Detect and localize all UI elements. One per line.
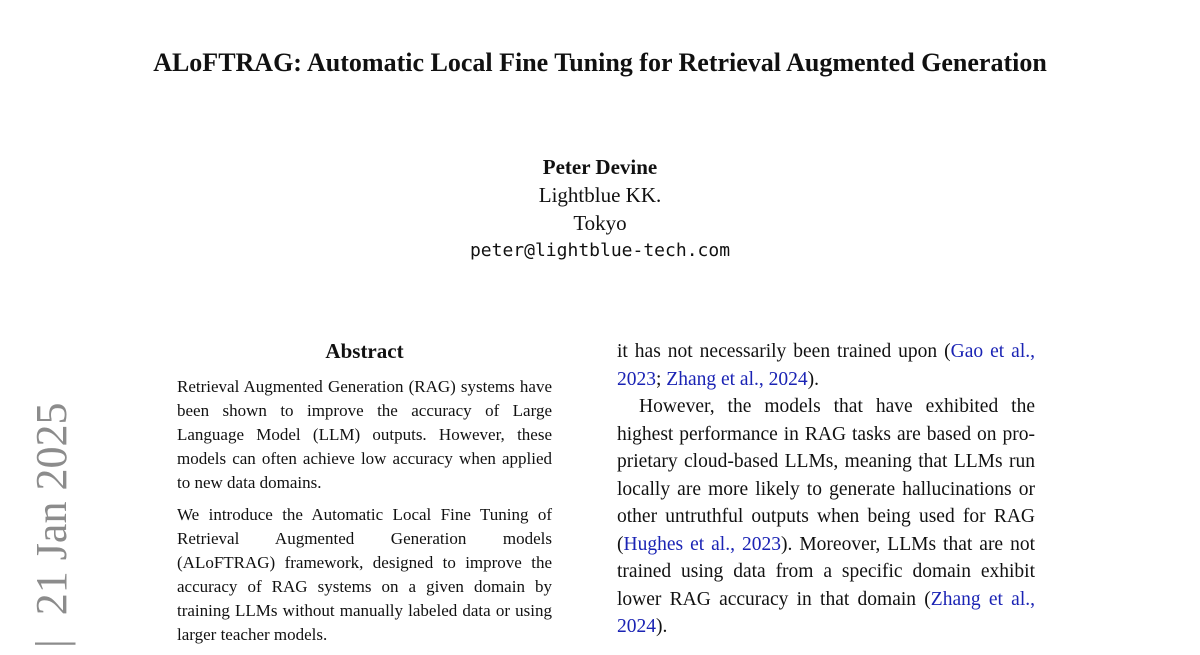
- body-text: it has not necessarily been trained upon (: [617, 341, 951, 362]
- body-text: ). Moreover, LLMs that are not trained using data from a specific domain exhibit lower RAG accuracy in that domain (: [617, 533, 1036, 610]
- author-name: Peter Devine: [542, 155, 658, 179]
- body-text: ).: [656, 616, 668, 637]
- sidebar-divider: |: [27, 639, 76, 648]
- body-paragraph-2: [617, 393, 1035, 641]
- abstract-paragraph-2: We introduce the Automatic Local Fine Tuning of Retrieval Augmented Generation models (ALoFTRAG) framework, designed to improve the accuracy of RAG systems on a given domain by training LLMs without manually labeled data or using larger teacher models.: [177, 505, 552, 644]
- citation-link[interactable]: Gao et al., 2023: [617, 341, 1035, 390]
- citation-link[interactable]: Zhang et al., 2024: [666, 368, 808, 390]
- sidebar-date: 21 Jan 2025: [27, 402, 76, 616]
- author-email: peter@lightblue-tech.com: [469, 240, 731, 261]
- author-location: Tokyo: [573, 211, 627, 235]
- citation-link[interactable]: Zhang et al., 2024: [617, 588, 1036, 637]
- abstract-paragraph-1: Retrieval Augmented Generation (RAG) systems have been shown to improve the accuracy of Large Language Model (LLM) outputs. However, these models can often achieve low accuracy when applied to new data domains.: [177, 377, 552, 492]
- author-affiliation: Lightblue KK.: [538, 183, 662, 207]
- author-block: [300, 153, 900, 265]
- arxiv-sidebar-stamp: [26, 403, 78, 648]
- abstract-heading: Abstract: [325, 339, 404, 363]
- left-column: [177, 338, 552, 655]
- citation-link[interactable]: Hughes et al., 2023: [623, 533, 781, 555]
- paper-title: ALoFTRAG: Automatic Local Fine Tuning for Retrieval Augmented Generation: [153, 48, 1047, 77]
- right-column: [617, 338, 1035, 641]
- body-paragraph-1: [617, 338, 1035, 393]
- body-text: ).: [807, 368, 820, 390]
- body-text: However, the models that have exhibited the highest performance in RAG tasks are based on proprietary cloud-based LLMs, meaning that LLMs run locally are more likely to generate hallucinations or other untruthful outputs when being used for RAG (: [617, 396, 1035, 555]
- body-text: ;: [656, 368, 667, 390]
